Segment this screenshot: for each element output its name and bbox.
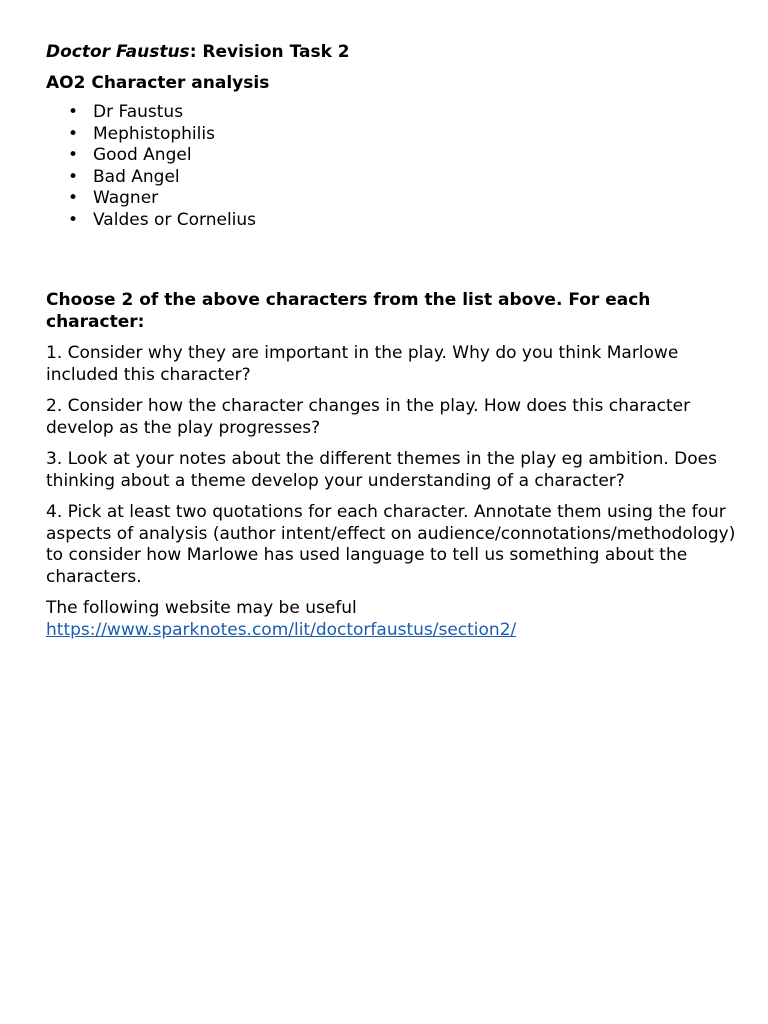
bullet-icon: •	[68, 102, 79, 122]
list-item	[46, 210, 736, 232]
list-item	[46, 124, 736, 146]
title-task-label: : Revision Task 2	[189, 42, 350, 62]
character-name: Wagner	[93, 188, 159, 208]
website-paragraph	[46, 598, 736, 641]
list-item	[46, 102, 736, 124]
title-play-name: Doctor Faustus	[46, 42, 190, 62]
character-name: Mephistophilis	[93, 123, 215, 144]
character-name: Valdes or Cornelius	[93, 209, 257, 230]
bullet-icon: •	[68, 145, 79, 165]
instruction-text: Choose 2 of the above characters from the list above. For each character:	[46, 290, 651, 332]
character-name: Dr Faustus	[93, 102, 184, 122]
character-name: Good Angel	[93, 145, 192, 165]
list-item	[46, 167, 736, 189]
document-page	[46, 40, 736, 641]
section-heading: AO2 Character analysis	[46, 73, 270, 93]
task-item-3: 3. Look at your notes about the different themes in the play eg ambition. Does thinking about a theme develop your understanding of a character?	[46, 449, 717, 491]
website-link[interactable]: https://www.sparknotes.com/lit/doctorfaustus/section2/	[46, 619, 517, 640]
bullet-icon: •	[68, 166, 79, 187]
task-item-4: 4. Pick at least two quotations for each character. Annotate them using the four aspects of analysis (author intent/effect on audience/connotations/methodology) to consider how Marlowe has used language to tell us something about the characters.	[46, 502, 736, 587]
character-name: Bad Angel	[93, 166, 180, 187]
task-item-1: 1. Consider why they are important in the play. Why do you think Marlowe included this character?	[46, 343, 679, 385]
character-list	[46, 102, 736, 231]
document-title	[46, 40, 736, 64]
bullet-icon: •	[68, 123, 79, 144]
task-item-2: 2. Consider how the character changes in the play. How does this character develop as the play progresses?	[46, 396, 691, 438]
list-item	[46, 145, 736, 167]
bullet-icon: •	[68, 188, 79, 208]
list-item	[46, 188, 736, 210]
bullet-icon: •	[68, 209, 79, 230]
website-intro: The following website may be useful	[46, 598, 357, 618]
